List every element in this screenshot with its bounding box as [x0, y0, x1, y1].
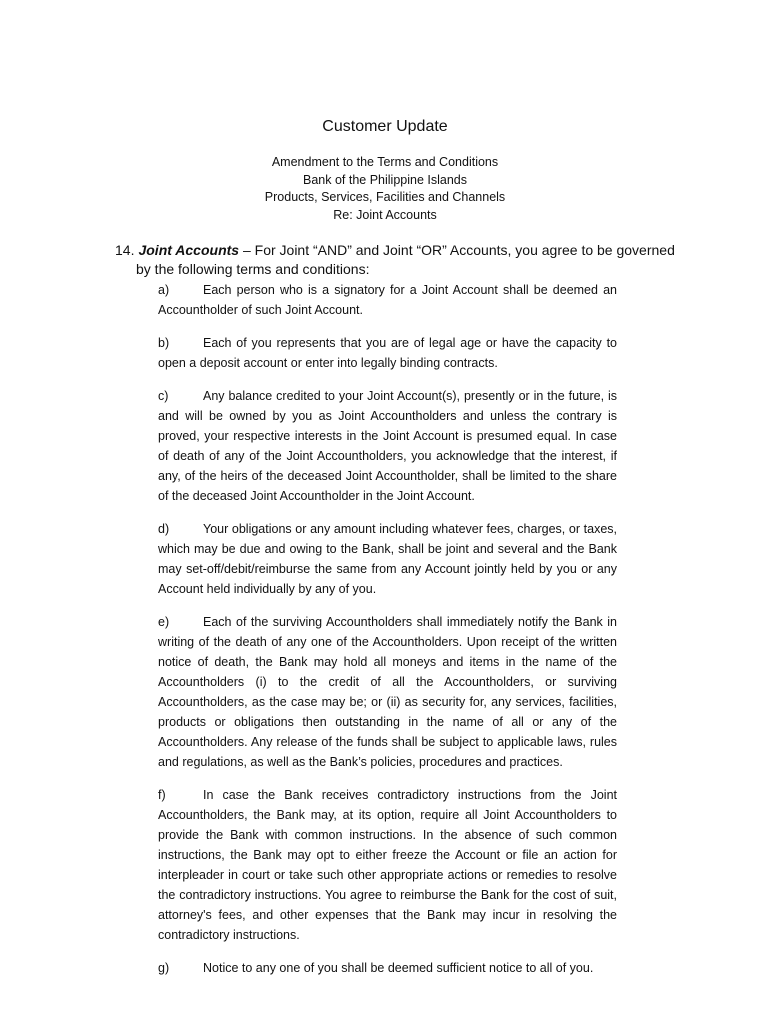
item-label: e)	[158, 615, 170, 629]
subtitle-line: Amendment to the Terms and Conditions	[271, 155, 499, 169]
list-item	[158, 785, 617, 958]
item-label: a)	[158, 283, 170, 297]
terms-list	[158, 280, 617, 978]
section-title: Joint Accounts	[138, 242, 240, 258]
list-item	[158, 612, 617, 785]
section-intro-continued: by the following terms and conditions:	[136, 261, 370, 277]
subtitle-line: Re: Joint Accounts	[333, 207, 437, 222]
list-item	[158, 519, 617, 612]
item-label: d)	[158, 522, 170, 536]
item-text: Your obligations or any amount including whatever fees, charges, or taxes, which may be due and owing to the Bank, shall be joint and several and the Bank may set-off/debit/reimburse the same from any Account jointly held by you or any Account held individually by any of you.	[158, 522, 617, 596]
item-text: Notice to any one of you shall be deemed sufficient notice to all of you.	[203, 961, 594, 975]
section-number: 14.	[115, 242, 135, 258]
item-label: b)	[158, 336, 170, 350]
item-text: Any balance credited to your Joint Account(s), presently or in the future, is and will be owned by you as Joint Accountholders and unless the contrary is proved, your respective interests in the Joint Account is presumed equal. In case of death of any of the Joint Accountholders, you acknowledge that the interest, if any, of the heirs of the deceased Joint Accountholder, shall be limited to the share of the deceased Joint Accountholder in the Joint Account.	[158, 389, 617, 503]
page-title: Customer Update	[322, 118, 448, 135]
subtitle-line: Products, Services, Facilities and Channels	[264, 190, 506, 204]
document-subtitle	[0, 154, 770, 224]
list-item	[158, 386, 617, 519]
item-text: In case the Bank receives contradictory instructions from the Joint Accountholders, the Bank may, at its option, require all Joint Accountholders to provide the Bank with common instructions. In the absence of such common instructions, the Bank may opt to either freeze the Account or file an action for interpleader in court or take such other appropriate actions or remedies to resolve the contradictory instructions. You agree to reimburse the Bank for the cost of suit, attorney's fees, and other expenses that the Bank may incur in resolving the contradictory instructions.	[158, 788, 617, 942]
item-label: f)	[158, 788, 166, 802]
item-text: Each of the surviving Accountholders shall immediately notify the Bank in writing of the death of any one of the Accountholders. Upon receipt of the written notice of death, the Bank may hold all moneys and items in the name of the Accountholders (i) to the credit of all the Accountholders, or surviving Accountholders, as the case may be; or (ii) as security for, any services, facilities, products or obligations then outstanding in the name of all or any of the Accountholders. Any release of the funds shall be subject to applicable laws, rules and regulations, as well as the Bank’s policies, procedures and practices.	[158, 615, 617, 769]
section-heading	[115, 241, 675, 279]
list-item	[158, 333, 617, 386]
item-label: g)	[158, 961, 170, 975]
item-label: c)	[158, 389, 169, 403]
list-item	[158, 958, 617, 978]
item-text: Each of you represents that you are of legal age or have the capacity to open a deposit account or enter into legally binding contracts.	[158, 336, 617, 370]
item-text: Each person who is a signatory for a Joint Account shall be deemed an Accountholder of such Joint Account.	[158, 283, 617, 317]
list-item	[158, 280, 617, 333]
subtitle-line: Bank of the Philippine Islands	[303, 172, 467, 187]
section-intro: – For Joint “AND” and Joint “OR” Accounts, you agree to be governed	[242, 242, 675, 258]
